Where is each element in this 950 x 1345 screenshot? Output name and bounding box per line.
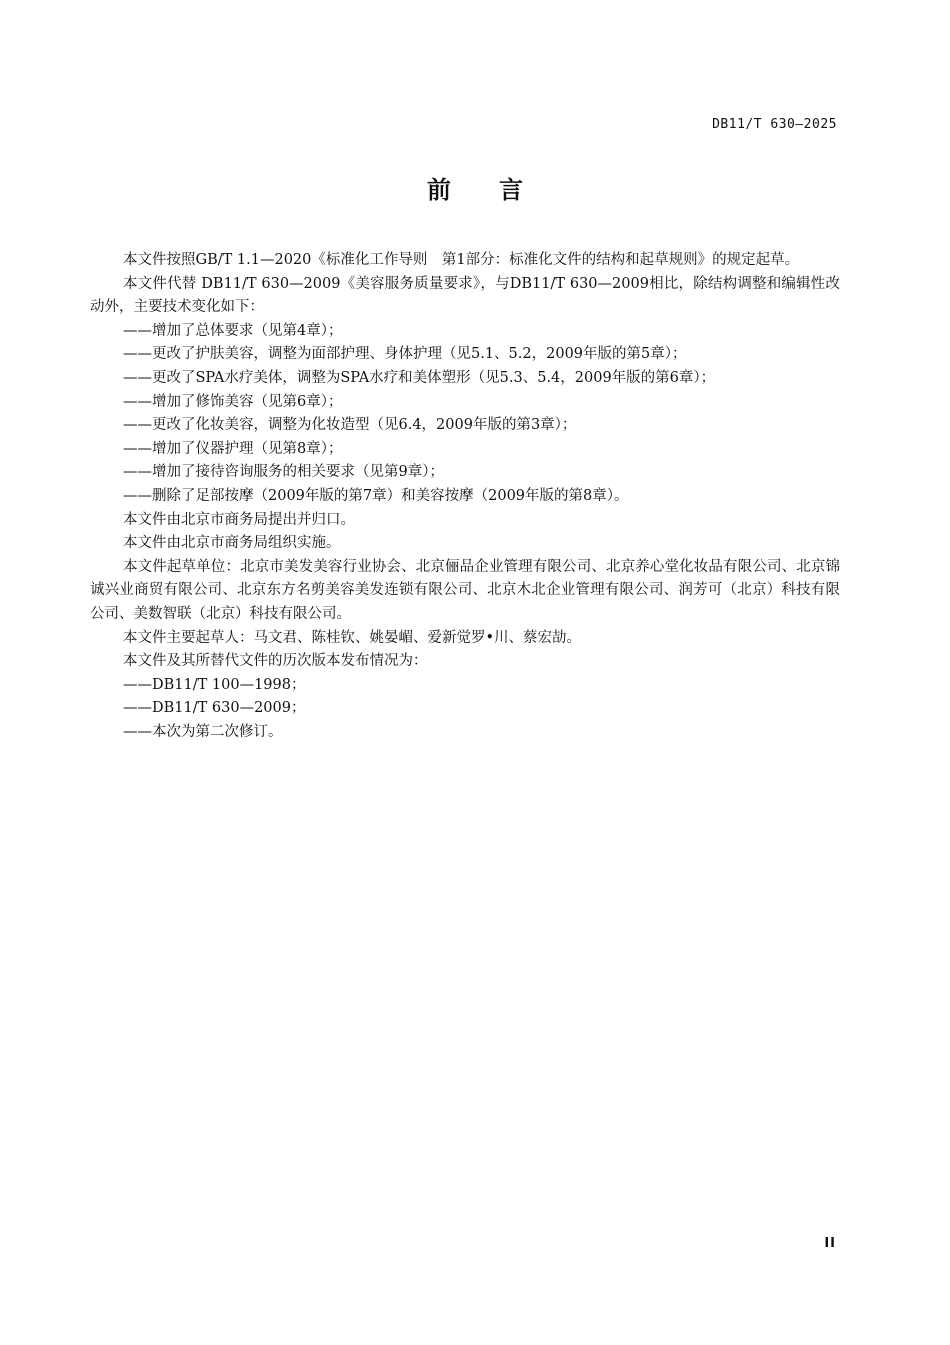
paragraph-implementer: 本文件由北京市商务局组织实施。 [123,535,341,552]
change-item: ——增加了仪器护理（见第8章）； [123,440,343,457]
paragraph-drafting-basis: 本文件按照GB/T 1.1—2020《标准化工作导则 第1部分：标准化文件的结构和起草规则》的规定起草。 [123,252,800,268]
change-item: ——增加了总体要求（见第4章）； [123,322,343,339]
paragraph-drafters: 本文件主要起草人：马文君、陈桂钦、姚晏嵋、爱新觉罗•川、蔡宏劼。 [123,629,582,646]
version-item: ——DB11/T 630—2009； [123,700,306,717]
paragraph-version-history: 本文件及其所替代文件的历次版本发布情况为： [123,653,428,670]
paragraph-proposer: 本文件由北京市商务局提出并归口。 [123,511,355,528]
change-item: ——更改了SPA水疗美体，调整为SPA水疗和美体塑形（见5.3、5.4，2009年版的第6章）； [123,369,716,386]
page-title: 前言 [427,176,571,204]
change-item: ——增加了接待咨询服务的相关要求（见第9章）； [123,464,444,481]
change-item: ——更改了化妆美容，调整为化妆造型（见6.4，2009年版的第3章）； [123,417,577,434]
document-code: DB11/T 630—2025 [712,117,837,132]
version-item: ——本次为第二次修订。 [123,723,283,740]
change-item: ——更改了护肤美容，调整为面部护理、身体护理（见5.1、5.2，2009年版的第5章）； [123,346,687,363]
page-number: II [824,1236,836,1251]
paragraph-drafting-units: 本文件起草单位：北京市美发美容行业协会、北京俪品企业管理有限公司、北京养心堂化妆品有限公司、北京锦诚兴业商贸有限公司、北京东方名剪美容美发连锁有限公司、北京木北企业管理有限公司、润芳可（北京）科技有限公司、美数智联（北京）科技有限公司。 [90,558,840,622]
change-item: ——删除了足部按摩（2009年版的第7章）和美容按摩（2009年版的第8章）。 [123,487,629,504]
change-item: ——增加了修饰美容（见第6章）； [123,393,343,410]
version-item: ——DB11/T 100—1998； [123,676,306,693]
paragraph-replacement: 本文件代替 DB11/T 630—2009《美容服务质量要求》，与DB11/T 630—2009相比，除结构调整和编辑性改动外，主要技术变化如下： [90,275,840,316]
foreword-body [90,249,840,744]
